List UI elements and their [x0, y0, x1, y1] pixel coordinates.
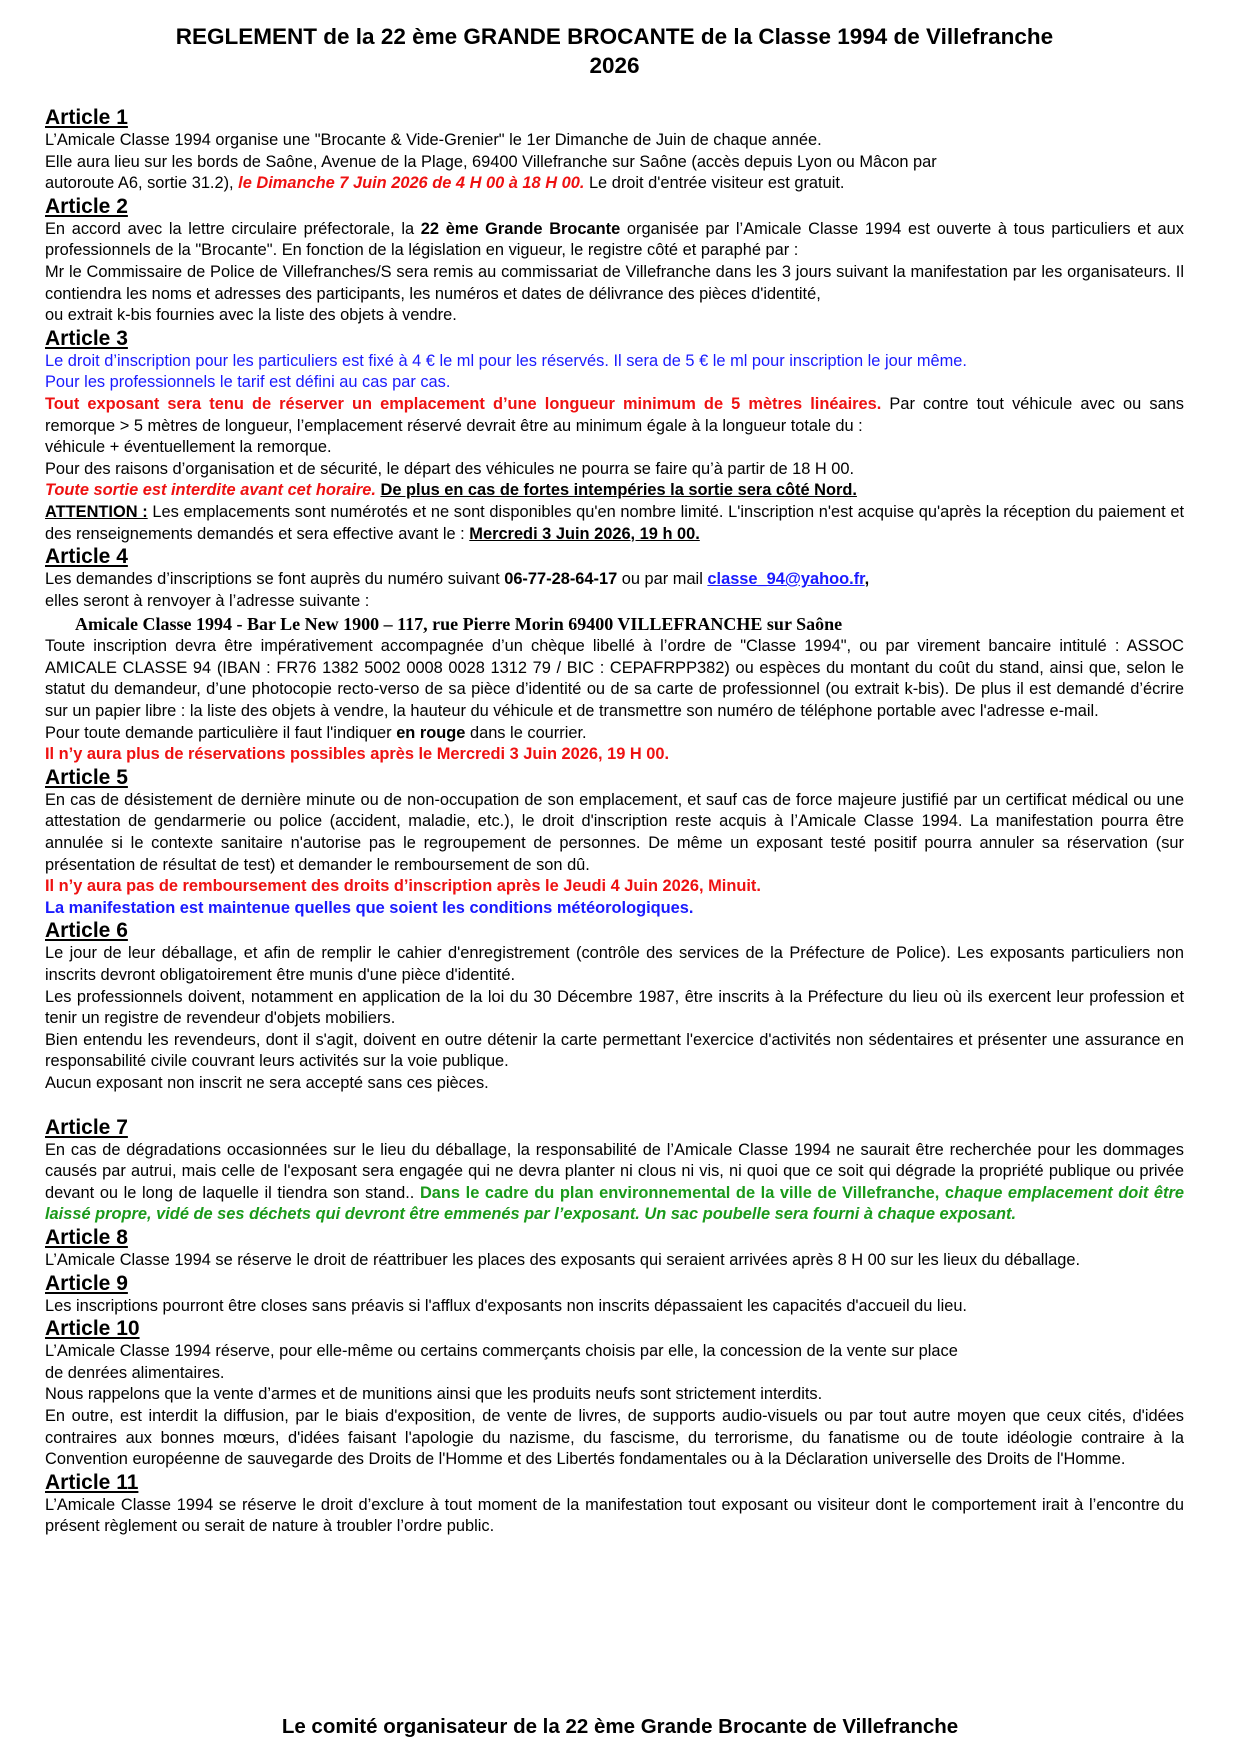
article-4-no-reservation-notice: Il n’y aura plus de réservations possibles après le Mercredi 3 Juin 2026, 19 H 00. — [45, 745, 670, 764]
article-4-comma: , — [864, 570, 870, 589]
article-3-para-1 — [45, 394, 1184, 437]
article-10-para-3: Nous rappelons que la vente d’armes et de munitions ainsi que les produits neufs sont strictement interdits. — [45, 1385, 823, 1404]
article-4-request-text-end: dans le courrier. — [465, 723, 587, 742]
article-6-para-1: Le jour de leur déballage, et afin de remplir le cahier d'enregistrement (contrôle des services de la Préfecture de Police). Les exposants particuliers non inscrits devront obligatoirement être munis d'une pièce d'identité. — [45, 944, 1184, 984]
title-line-2: 2026 — [589, 53, 640, 78]
article-1-date: Dimanche 7 Juin 2026 de 4 H 00 à 18 H 00. — [256, 174, 585, 193]
article-8-heading: Article 8 — [45, 1225, 128, 1249]
article-11 — [45, 1471, 1184, 1538]
article-10-para-4: En outre, est interdit la diffusion, par le biais d'exposition, de vente de livres, de supports audio-visuels ou par tout autre moyen que ceux cités, d'idées contraires aux bonnes mœurs, d'idées faisant l'apologie du nazisme, du fascisme, du terrorisme, du fanatisme ou de toute idéologie contraire à la Convention européenne de sauvegarde des Droits de l'Homme et des Libertés fondamentales ou à la Déclaration universelle des Droits de l'Homme. — [45, 1406, 1184, 1469]
article-2-para-1 — [45, 219, 1184, 262]
article-7-environment-plan: Dans le cadre du plan environnemental de la ville de Villefranche, c — [419, 1183, 955, 1202]
article-4-para-4 — [45, 723, 1184, 745]
article-3-vehicle-text: Par contre tout véhicule avec ou sans remorque > 5 mètres de longueur, l’emplacement réservé devrait être au minimum égale à la longueur totale du : — [45, 394, 1184, 435]
footer-signature: Le comité organisateur de la 22 ème Grande Brocante de Villefranche — [281, 1715, 959, 1738]
article-3-minimum-length: Tout exposant sera tenu de réserver un emplacement d’une longueur minimum de 5 mètres linéaires. — [45, 394, 882, 413]
article-4-request-text: Pour toute demande particulière il faut l'indiquer — [45, 723, 397, 742]
article-1-le: le — [238, 174, 257, 193]
article-4-para-1 — [45, 569, 1184, 591]
article-4-contact-text: Les demandes d’inscriptions se font auprès du numéro suivant — [45, 570, 505, 589]
article-3-north-exit: De plus en cas de fortes intempéries la sortie sera côté Nord. — [380, 481, 857, 500]
article-10-heading: Article 10 — [45, 1317, 140, 1341]
article-7-para-1 — [45, 1140, 1184, 1226]
article-1-line-2: Elle aura lieu sur les bords de Saône, Avenue de la Plage, 69400 Villefranche sur Saône (accès depuis Lyon ou Mâcon par — [45, 152, 937, 171]
article-6-para-2: Les professionnels doivent, notamment en application de la loi du 30 Décembre 1987, être inscrits à la Préfecture du lieu où ils exercent leur profession et tenir un registre de revendeur d'objets mobiliers. — [45, 987, 1184, 1028]
article-9-para-1: Les inscriptions pourront être closes sans préavis si l'afflux d'exposants non inscrits dépassaient les capacités d'accueil du lieu. — [45, 1296, 967, 1315]
article-6 — [45, 919, 1184, 1094]
article-4-email-link[interactable]: classe_94@yahoo.fr — [707, 570, 865, 589]
article-3 — [45, 327, 1184, 545]
article-4 — [45, 545, 1184, 766]
article-3-para-3: Pour des raisons d’organisation et de sécurité, le départ des véhicules ne pourra se faire qu’à partir de 18 H 00. — [45, 459, 855, 478]
article-5-no-refund-notice: Il n’y aura pas de remboursement des droits d’inscription après le Jeudi 4 Juin 2026, Minuit. — [45, 877, 761, 896]
article-4-in-red: en rouge — [396, 723, 466, 742]
article-3-attention: ATTENTION : — [45, 502, 148, 521]
article-4-phone: 06-77-28-64-17 — [504, 570, 618, 589]
article-5-heading: Article 5 — [45, 765, 128, 789]
article-9-heading: Article 9 — [45, 1271, 128, 1295]
article-9 — [45, 1272, 1184, 1318]
article-6-para-4: Aucun exposant non inscrit ne sera accepté sans ces pièces. — [45, 1073, 489, 1092]
article-2-text: En accord avec la lettre circulaire préfectorale, la — [45, 219, 421, 238]
article-10 — [45, 1317, 1184, 1471]
article-2-para-3: ou extrait k-bis fournies avec la liste des objets à vendre. — [45, 306, 457, 325]
article-11-para-1: L’Amicale Classe 1994 se réserve le droit d’exclure à tout moment de la manifestation tout exposant ou visiteur dont le comportement irait à l’encontre du présent règlement ou serait de nature à troubler l’ordre public. — [45, 1495, 1184, 1536]
article-2-text-cont: organisée par l’Amicale Classe 1994 est ouverte à tous particuliers et aux professionnels de la "Brocante". En fonction de la législation en vigueur, le registre côté et paraphé par : — [45, 219, 1184, 260]
article-10-para-2: de denrées alimentaires. — [45, 1363, 225, 1382]
article-7-clean-spot: haque emplacement doit être laissé propre, vidé de ses déchets qui devront être emmenés par l’exposant. Un sac poubelle sera fourni à chaque exposant. — [45, 1183, 1184, 1224]
article-10-para-1: L’Amicale Classe 1994 réserve, pour elle-même ou certains commerçants choisis par elle, la concession de la vente sur place — [45, 1342, 958, 1361]
document-title — [45, 22, 1184, 80]
article-6-heading: Article 6 — [45, 919, 128, 943]
article-11-heading: Article 11 — [45, 1470, 139, 1494]
article-4-para-3: Toute inscription devra être impérativement accompagnée d’un chèque libellé à l’ordre de "Classe 1994", ou par virement bancaire intitulé : ASSOC AMICALE CLASSE 94 (IBAN : FR76 1382 5002 0008 0028 1312 79 / BIC : CEPAFRPP382) ou espèces du montant du coût du stand, ainsi que, selon le statut du demandeur, d’une photocopie recto-verso de sa pièce d’identité ou de sa carte de professionnel (ou extrait k-bis). De plus il est demandé d’écrire sur un papier libre : la liste des objets à vendre, la hauteur du véhicule et de transmettre son numéro de téléphone portable avec l'adresse e-mail. — [45, 637, 1184, 721]
article-4-mail-text: ou par mail — [617, 570, 708, 589]
article-1-line-3 — [45, 173, 1184, 195]
article-8 — [45, 1226, 1184, 1272]
article-6-para-3: Bien entendu les revendeurs, dont il s'agit, doivent en outre détenir la carte permettant l'exercice d'activités non sédentaires et présenter une assurance en responsabilité civile couvrant leurs activités sur la voie publique. — [45, 1030, 1184, 1071]
article-2-event-name: 22 ème Grande Brocante — [420, 219, 621, 238]
article-2-heading: Article 2 — [45, 194, 128, 218]
article-3-heading: Article 3 — [45, 326, 128, 350]
article-1-heading: Article 1 — [45, 106, 128, 129]
article-3-para-5 — [45, 502, 1184, 545]
article-5-para-1: En cas de désistement de dernière minute ou de non-occupation de son emplacement, et sauf cas de force majeure justifié par un certificat médical ou une attestation de gendarmerie ou police (accident, maladie, etc.), le droit d'inscription reste acquis à l’Amicale Classe 1994. La manifestation pourra être annulée si le contexte sanitaire n'autorise pas le regroupement de personnes. De même un exposant testé positif pourra annuler sa réservation (sur présentation de résultat de test) et demander le remboursement de son dû. — [45, 790, 1184, 874]
article-3-para-2: véhicule + éventuellement la remorque. — [45, 438, 332, 457]
article-7-damage-text: En cas de dégradations occasionnées sur le lieu du déballage, la responsabilité de l’Amicale Classe 1994 ne saurait être recherchée pour les dommages causés par autrui, mais celle de l'exposant sera engagée qui ne devra planter ni clous ni vis, ni quoi que ce soit qui dégrade la propriété publique ou privée devant ou le long de laquelle il tiendra son stand.. — [45, 1140, 1184, 1202]
article-3-price-professionals: Pour les professionnels le tarif est défini au cas par cas. — [45, 373, 451, 392]
article-5-weather-notice: La manifestation est maintenue quelles que soient les conditions météorologiques. — [45, 898, 694, 917]
article-1-access: autoroute A6, sortie 31.2), — [45, 174, 239, 193]
article-4-heading: Article 4 — [45, 545, 128, 569]
title-line-1: REGLEMENT de la 22 ème GRANDE BROCANTE de la Classe 1994 de Villefranche — [175, 24, 1054, 49]
article-3-price-individuals: Le droit d’inscription pour les particuliers est fixé à 4 € le ml pour les réservés. Il sera de 5 € le ml pour inscription le jour même. — [45, 351, 967, 370]
article-4-para-2: elles seront à renvoyer à l’adresse suivante : — [45, 591, 370, 610]
article-5 — [45, 766, 1184, 920]
article-3-para-4 — [45, 480, 1184, 502]
article-7-heading: Article 7 — [45, 1115, 128, 1139]
article-2 — [45, 195, 1184, 327]
article-3-exit-forbidden: Toute sortie est interdite avant cet horaire. — [45, 481, 376, 500]
article-3-deadline: Mercredi 3 Juin 2026, 19 h 00. — [469, 524, 700, 543]
spacer — [45, 1095, 1184, 1116]
article-1 — [45, 106, 1184, 195]
article-1-free-entry: Le droit d'entrée visiteur est gratuit. — [584, 174, 845, 193]
article-2-para-2: Mr le Commissaire de Police de Villefranches/S sera remis au commissariat de Villefranche dans les 3 jours suivant la manifestation par les organisateurs. Il contiendra les noms et adresses des participants, les numéros et dates de délivrance des pièces d'identité, — [45, 262, 1184, 303]
article-7 — [45, 1116, 1184, 1226]
article-1-line-1: L’Amicale Classe 1994 organise une "Brocante & Vide-Grenier" le 1er Dimanche de Juin de chaque année. — [45, 131, 822, 149]
article-4-postal-address: Amicale Classe 1994 - Bar Le New 1900 – 117, rue Pierre Morin 69400 VILLEFRANCHE sur Saône — [75, 614, 843, 635]
article-8-para-1: L’Amicale Classe 1994 se réserve le droit de réattribuer les places des exposants qui seraient arrivées après 8 H 00 sur les lieux du déballage. — [45, 1250, 1080, 1269]
article-3-attention-text: Les emplacements sont numérotés et ne sont disponibles qu'en nombre limité. L'inscription n'est acquise qu'après la réception du paiement et des renseignements demandés et sera effective avant le : — [45, 502, 1184, 543]
